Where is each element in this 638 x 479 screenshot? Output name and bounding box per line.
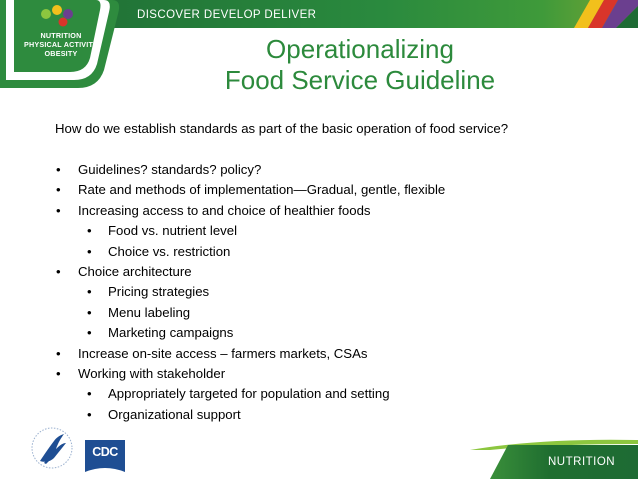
sub-bullet-item bbox=[0, 303, 600, 323]
bullet-text: Choice vs. restriction bbox=[108, 243, 231, 259]
sub-bullet-item bbox=[0, 242, 600, 262]
bullet-text: Menu labeling bbox=[108, 304, 191, 320]
bullet-item bbox=[0, 344, 600, 364]
bullet-marker: • bbox=[56, 365, 61, 381]
sub-bullet-item bbox=[0, 282, 600, 302]
bullet-marker: • bbox=[56, 263, 61, 279]
slide-intro-text: How do we establish standards as part of the basic operation of food service? bbox=[55, 121, 509, 136]
bullet-text: Pricing strategies bbox=[108, 284, 210, 300]
bullet-item bbox=[0, 180, 600, 200]
bullet-marker: • bbox=[87, 304, 92, 320]
bullet-marker: • bbox=[56, 162, 61, 177]
bullet-item bbox=[0, 201, 600, 221]
slide-title-line-1: Operationalizing bbox=[266, 34, 454, 64]
bullet-marker: • bbox=[56, 345, 61, 361]
bullet-item bbox=[0, 160, 600, 180]
banner-stripes-decoration bbox=[568, 0, 638, 28]
sub-bullet-item bbox=[0, 405, 600, 425]
hhs-eagle-icon bbox=[30, 425, 74, 471]
sub-bullet-item bbox=[0, 323, 600, 343]
bullet-text: Working with stakeholder bbox=[78, 365, 226, 381]
sub-bullet-item bbox=[0, 221, 600, 241]
bullet-text: Increase on-site access – farmers markets, CSAs bbox=[78, 345, 368, 361]
bullet-text: Guidelines? standards? policy? bbox=[78, 162, 262, 177]
slide-title-line-2: Food Service Guideline bbox=[224, 65, 496, 95]
bullet-text: Organizational support bbox=[108, 406, 241, 422]
bullet-marker: • bbox=[87, 284, 92, 300]
logo-line-obesity: OBESITY bbox=[44, 49, 78, 58]
bullet-marker: • bbox=[56, 182, 61, 198]
bullet-text: Choice architecture bbox=[78, 263, 192, 279]
bullet-marker: • bbox=[87, 406, 92, 422]
bullet-text: Rate and methods of implementation—Gradual, gentle, flexible bbox=[78, 182, 446, 198]
sub-bullet-item bbox=[0, 384, 600, 404]
bullet-marker: • bbox=[87, 325, 92, 341]
bullet-marker: • bbox=[87, 243, 92, 259]
cdc-logo-icon bbox=[85, 440, 125, 472]
logo-line-nutrition: NUTRITION bbox=[40, 31, 82, 40]
bullet-text: Marketing campaigns bbox=[108, 325, 234, 341]
npao-logo-icon bbox=[0, 0, 124, 92]
bullet-text: Food vs. nutrient level bbox=[108, 223, 238, 239]
footer-label: NUTRITION bbox=[548, 456, 616, 468]
bullet-item bbox=[0, 262, 600, 282]
bullet-item bbox=[0, 364, 600, 384]
bullet-marker: • bbox=[87, 223, 92, 239]
logo-line-physical-activity: PHYSICAL ACTIVITY bbox=[23, 40, 99, 49]
bullet-text: Increasing access to and choice of healthier foods bbox=[78, 202, 371, 218]
header-tagline: DISCOVER DEVELOP DELIVER bbox=[137, 9, 317, 21]
bullet-list bbox=[0, 160, 600, 425]
bullet-marker: • bbox=[87, 386, 92, 402]
bullet-text: Appropriately targeted for population and setting bbox=[108, 386, 390, 402]
slide-title bbox=[150, 34, 570, 96]
bullet-marker: • bbox=[56, 202, 61, 218]
cdc-logo-text: CDC bbox=[92, 445, 118, 459]
